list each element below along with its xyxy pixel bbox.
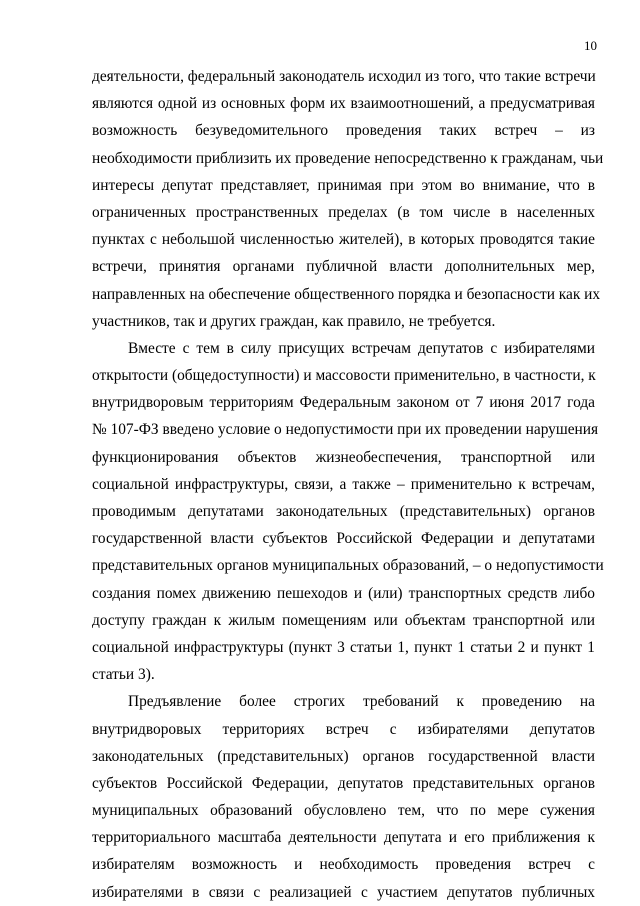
text-line: муниципальных образований обусловлено тем, что по мере сужения xyxy=(92,802,595,820)
text-line: доступу граждан к жилым помещениям или объектам транспортной или xyxy=(92,611,595,629)
text-line: проводимым депутатами законодательных (представительных) органов xyxy=(92,503,595,520)
text-line: территориального масштаба деятельности депутата и его приближения к xyxy=(92,829,595,847)
text-line: субъектов Российской Федерации, депутатов представительных органов xyxy=(92,774,595,792)
text-line: возможность безуведомительного проведения таких встреч – из xyxy=(92,122,595,140)
text-line: статьи 3). xyxy=(92,666,155,684)
text-line: интересы депутат представляет, принимая при этом во внимание, что в xyxy=(92,176,595,194)
text-line: необходимости приблизить их проведение непосредственно к гражданам, чьи xyxy=(92,149,604,167)
text-line: направленных на обеспечение общественного порядка и безопасности как их xyxy=(92,285,601,303)
text-line: создания помех движению пешеходов и (или) транспортных средств либо xyxy=(92,584,595,602)
text-line: ограниченных пространственных пределах (в том числе в населенных xyxy=(92,203,595,221)
text-line: пунктах с небольшой численностью жителей), в которых проводятся такие xyxy=(92,231,595,249)
text-line: внутридворовым территориям Федеральным законом от 7 июня 2017 года xyxy=(92,394,595,412)
text-line: социальной инфраструктуры (пункт 3 статьи 1, пункт 1 статьи 2 и пункт 1 xyxy=(92,638,595,656)
paragraph xyxy=(92,63,604,335)
body-text xyxy=(92,63,604,906)
text-line: встречи, принятия органами публичной власти дополнительных мер, xyxy=(92,258,595,276)
text-line: социальной инфраструктуры, связи, а также – применительно к встречам, xyxy=(92,475,595,493)
text-line: Вместе с тем в силу присущих встречам депутатов с избирателями xyxy=(128,339,595,357)
text-line: государственной власти субъектов Российской Федерации и депутатами xyxy=(92,530,595,548)
text-line: избирателям возможность и необходимость проведения встреч с xyxy=(92,856,595,874)
page-number: 10 xyxy=(584,38,597,53)
text-line: являются одной из основных форм их взаимоотношений, а предусматривая xyxy=(92,95,595,113)
text-line: внутридворовых территориях встреч с избирателями депутатов xyxy=(92,720,595,738)
text-line: избирателями в связи с реализацией с участием депутатов публичных xyxy=(92,883,595,901)
paragraph xyxy=(92,335,604,688)
text-line: законодательных (представительных) органов государственной власти xyxy=(92,747,595,765)
text-line: Предъявление более строгих требований к проведению на xyxy=(128,693,595,711)
text-line: функционирования объектов жизнеобеспечения, транспортной или xyxy=(92,448,595,466)
paragraph xyxy=(92,688,595,906)
text-line: открытости (общедоступности) и массовости применительно, в частности, к xyxy=(92,367,596,385)
text-line: № 107-ФЗ введено условие о недопустимости при их проведении нарушения xyxy=(92,421,599,439)
text-line: представительных органов муниципальных образований, – о недопустимости xyxy=(92,557,604,575)
text-line: деятельности, федеральный законодатель исходил из того, что такие встречи xyxy=(92,68,596,85)
text-line: участников, так и других граждан, как правило, не требуется. xyxy=(92,312,496,330)
